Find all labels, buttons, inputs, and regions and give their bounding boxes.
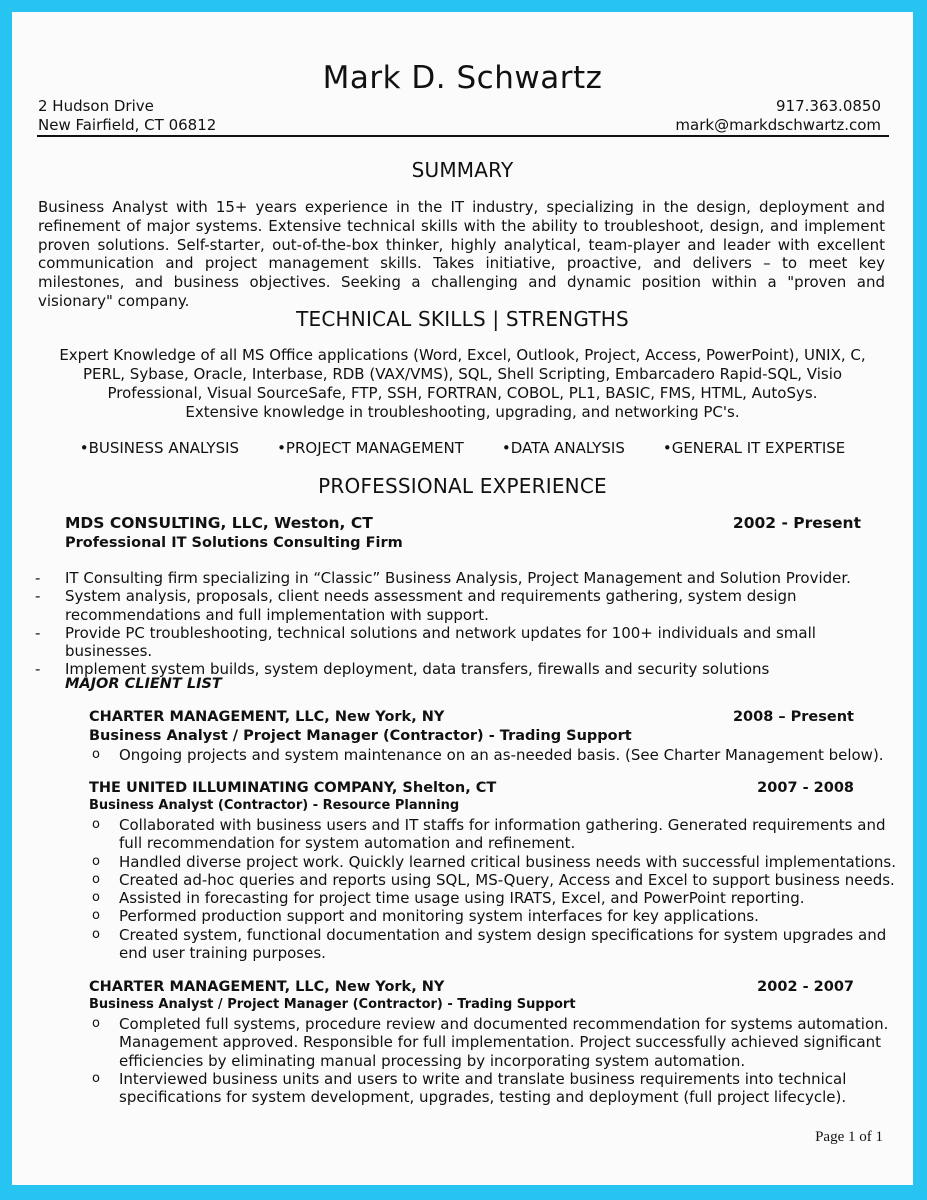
employer-name: MDS CONSULTING, LLC, Weston, CT	[65, 514, 373, 532]
experience-heading: PROFESSIONAL EXPERIENCE	[318, 474, 607, 498]
list-item: - Implement system builds, system deployment, data transfers, firewalls and security solutions	[35, 660, 770, 679]
list-item: - Provide PC troubleshooting, technical solutions and network updates for 100+ individuals and small businesses.	[35, 623, 816, 661]
list-item: - System analysis, proposals, client needs assessment and requirements gathering, system design recommendations and full implementation with support.	[35, 587, 797, 624]
skills-line: Professional, Visual SourceSafe, FTP, SSH, FORTRAN, COBOL, PL1, BASIC, FMS, HTML, AutoSys.	[107, 384, 818, 402]
circle-bullet-icon: o	[92, 817, 100, 832]
list-item: o Created system, functional documentation and system design specifications for system upgrades and end user training purposes.	[92, 925, 887, 963]
strength-item: • BUSINESS ANALYSIS	[80, 439, 239, 457]
dash-bullet-icon: -	[35, 660, 41, 679]
client-bullets	[92, 1015, 899, 1107]
list-item: o Completed full systems, procedure review and documented recommendation for systems automation. Management approved. Responsible for full implementation. Project successfully achieved significant efficiencies by eliminating manual processing by incorporating system automation.	[92, 1015, 889, 1070]
skills-line: Expert Knowledge of all MS Office applications (Word, Excel, Outlook, Project, Access, PowerPoint), UNIX, C,	[59, 346, 866, 364]
address-line-2: New Fairfield, CT 06812	[38, 116, 217, 134]
circle-bullet-icon: o	[92, 926, 100, 942]
employer-dates: 2002 - Present	[732, 514, 861, 532]
summary-text: Business Analyst with 15+ years experience in the IT industry, specializing in the design, deployment and refinement of major systems. Extensive technical skills with the ability to troubleshoot, design, and implement proven solutions. Self-starter, out-of-the-box thinker, highly analytical, team-player and leader with excellent communication and project management skills. Takes initiative, proactive, and delivers – to meet key milestones, and business objectives. Seeking a challenging and dynamic position within a "proven and visionary" company.	[38, 198, 885, 310]
circle-bullet-icon: o	[92, 890, 100, 906]
skills-line: PERL, Sybase, Oracle, Interbase, RDB (VAX/VMS), SQL, Shell Scripting, Embarcadero Rapid-SQL, Visio	[82, 365, 843, 383]
client-role: Business Analyst / Project Manager (Contractor) - Trading Support	[89, 997, 576, 1012]
dash-bullet-icon: -	[35, 587, 41, 606]
client-dates: 2008 – Present	[732, 709, 854, 725]
list-item: o Performed production support and monitoring system interfaces for key applications.	[92, 907, 759, 926]
strength-item: • DATA ANALYSIS	[502, 439, 625, 457]
circle-bullet-icon: o	[92, 853, 100, 869]
client-list-heading: MAJOR CLIENT LIST	[65, 676, 222, 692]
client-bullets	[92, 746, 899, 764]
circle-bullet-icon: o	[92, 908, 100, 924]
client-name: CHARTER MANAGEMENT, LLC, New York, NY	[89, 979, 445, 995]
employer-subtitle: Professional IT Solutions Consulting Firm	[65, 535, 403, 551]
list-item: o Collaborated with business users and IT staffs for information gathering. Generated requirements and full recommendation for system automation and refinement.	[92, 816, 886, 853]
strength-item: • PROJECT MANAGEMENT	[277, 439, 464, 457]
client-name: CHARTER MANAGEMENT, LLC, New York, NY	[89, 709, 445, 725]
client-role: Business Analyst (Contractor) - Resource Planning	[89, 798, 460, 813]
page-number: Page 1 of 1	[815, 1129, 883, 1145]
client-role: Business Analyst / Project Manager (Contractor) - Trading Support	[89, 728, 632, 744]
list-item: o Handled diverse project work. Quickly learned critical business needs with successful implementations.	[92, 852, 897, 871]
strengths-list	[12, 439, 913, 457]
dash-bullet-icon: -	[35, 623, 41, 642]
list-item: o Ongoing projects and system maintenance on an as-needed basis. (See Charter Management below).	[92, 746, 884, 764]
list-item: - IT Consulting firm specializing in “Classic” Business Analysis, Project Management and Solution Provider.	[35, 569, 851, 587]
phone-number: 917.363.0850	[776, 97, 881, 115]
client-bullets	[92, 816, 899, 963]
circle-bullet-icon: o	[92, 871, 100, 887]
strength-item: • GENERAL IT EXPERTISE	[663, 439, 845, 457]
address-line-1: 2 Hudson Drive	[38, 97, 154, 115]
skills-text	[42, 346, 883, 422]
summary-heading: SUMMARY	[411, 158, 514, 182]
resume-page	[12, 12, 913, 1185]
skills-line: Extensive knowledge in troubleshooting, upgrading, and networking PC's.	[185, 403, 740, 421]
dash-bullet-icon: -	[35, 569, 41, 587]
circle-bullet-icon: o	[92, 1016, 100, 1031]
circle-bullet-icon: o	[92, 747, 100, 762]
employer-bullets	[35, 569, 895, 679]
client-name: THE UNITED ILLUMINATING COMPANY, Shelton, CT	[89, 780, 497, 796]
skills-heading: TECHNICAL SKILLS | STRENGTHS	[296, 307, 629, 331]
list-item: o Assisted in forecasting for project time usage using IRATS, Excel, and PowerPoint reporting.	[92, 889, 805, 908]
client-dates: 2002 - 2007	[757, 979, 854, 995]
header-divider	[37, 135, 889, 137]
list-item: o Created ad-hoc queries and reports using SQL, MS-Query, Access and Excel to support business needs.	[92, 870, 895, 889]
list-item: o Interviewed business units and users to write and translate business requirements into technical specifications for system development, upgrades, testing and deployment (full project lifecycle).	[92, 1069, 847, 1107]
client-dates: 2007 - 2008	[757, 780, 854, 796]
circle-bullet-icon: o	[92, 1070, 100, 1086]
candidate-name: Mark D. Schwartz	[322, 60, 603, 96]
email-address[interactable]: mark@markdschwartz.com	[675, 116, 881, 134]
